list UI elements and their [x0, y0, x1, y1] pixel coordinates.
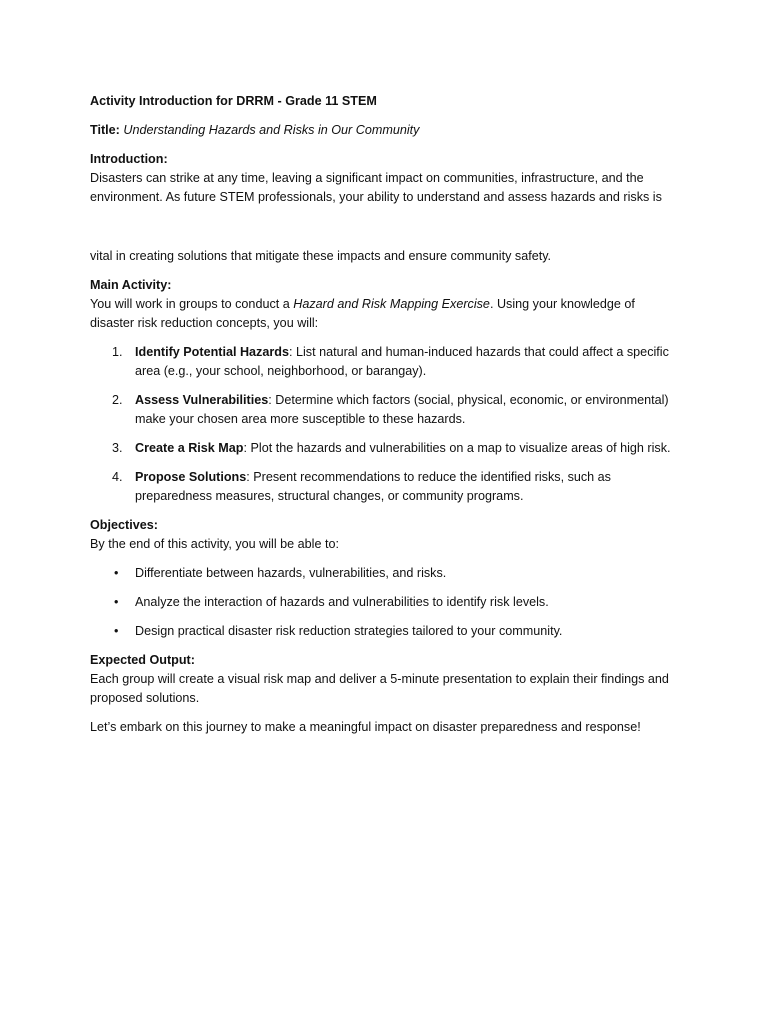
- title-text: Understanding Hazards and Risks in Our Community: [123, 123, 420, 137]
- objective-item: [90, 564, 680, 583]
- step-description: : Plot the hazards and vulnerabilities on a map to visualize areas of high risk.: [243, 441, 671, 455]
- closing-statement: Let’s embark on this journey to make a meaningful impact on disaster preparedness and response!: [90, 720, 641, 734]
- step-description: : Determine which factors (social, physical, economic, or environmental) make your chosen area more susceptible to these hazards.: [135, 393, 669, 426]
- document-body: [90, 92, 680, 737]
- main-activity-intro: [90, 295, 680, 333]
- bullet-icon: •: [114, 566, 119, 580]
- step-number: 4.: [112, 470, 123, 484]
- step-title: Create a Risk Map: [135, 441, 244, 455]
- main-activity-intro-after: . Using your knowledge of disaster risk reduction concepts, you will:: [90, 297, 635, 330]
- objective-text: Differentiate between hazards, vulnerabilities, and risks.: [135, 566, 447, 580]
- step-description: : List natural and human-induced hazards that could affect a specific area (e.g., your school, neighborhood, or barangay).: [135, 345, 669, 378]
- expected-output-heading: Expected Output:: [90, 653, 195, 667]
- main-activity-heading: Main Activity:: [90, 278, 172, 292]
- objectives-list: [90, 564, 680, 641]
- activity-step: [90, 439, 680, 458]
- objective-text: Analyze the interaction of hazards and vulnerabilities to identify risk levels.: [135, 595, 549, 609]
- activity-step: [90, 391, 680, 429]
- activity-steps-list: [90, 343, 680, 506]
- main-activity-intro-italic: Hazard and Risk Mapping Exercise: [293, 297, 490, 311]
- objective-text: Design practical disaster risk reduction strategies tailored to your community.: [135, 624, 563, 638]
- objective-item: [90, 622, 680, 641]
- step-number: 2.: [112, 393, 123, 407]
- introduction-paragraph-2: vital in creating solutions that mitigate these impacts and ensure community safety.: [90, 249, 552, 263]
- step-description: : Present recommendations to reduce the identified risks, such as preparedness measures, structural changes, or community programs.: [135, 470, 611, 503]
- title-label: Title:: [90, 123, 120, 137]
- objectives-intro: By the end of this activity, you will be able to:: [90, 537, 339, 551]
- step-title: Identify Potential Hazards: [135, 345, 289, 359]
- title-line: [90, 121, 680, 140]
- step-title: Assess Vulnerabilities: [135, 393, 269, 407]
- activity-step: [90, 468, 680, 506]
- main-activity-intro-before: You will work in groups to conduct a: [90, 297, 294, 311]
- expected-output-text: Each group will create a visual risk map and deliver a 5-minute presentation to explain their findings and proposed solutions.: [90, 672, 669, 705]
- step-number: 1.: [112, 345, 123, 359]
- activity-step: [90, 343, 680, 381]
- objectives-heading: Objectives:: [90, 518, 158, 532]
- introduction-paragraph-1: Disasters can strike at any time, leaving a significant impact on communities, infrastructure, and the environment. As future STEM professionals, your ability to understand and assess hazards and risks is: [90, 171, 662, 204]
- bullet-icon: •: [114, 595, 119, 609]
- step-title: Propose Solutions: [135, 470, 247, 484]
- document-heading: Activity Introduction for DRRM - Grade 11 STEM: [90, 94, 377, 108]
- bullet-icon: •: [114, 624, 119, 638]
- objective-item: [90, 593, 680, 612]
- introduction-heading: Introduction:: [90, 152, 168, 166]
- step-number: 3.: [112, 441, 123, 455]
